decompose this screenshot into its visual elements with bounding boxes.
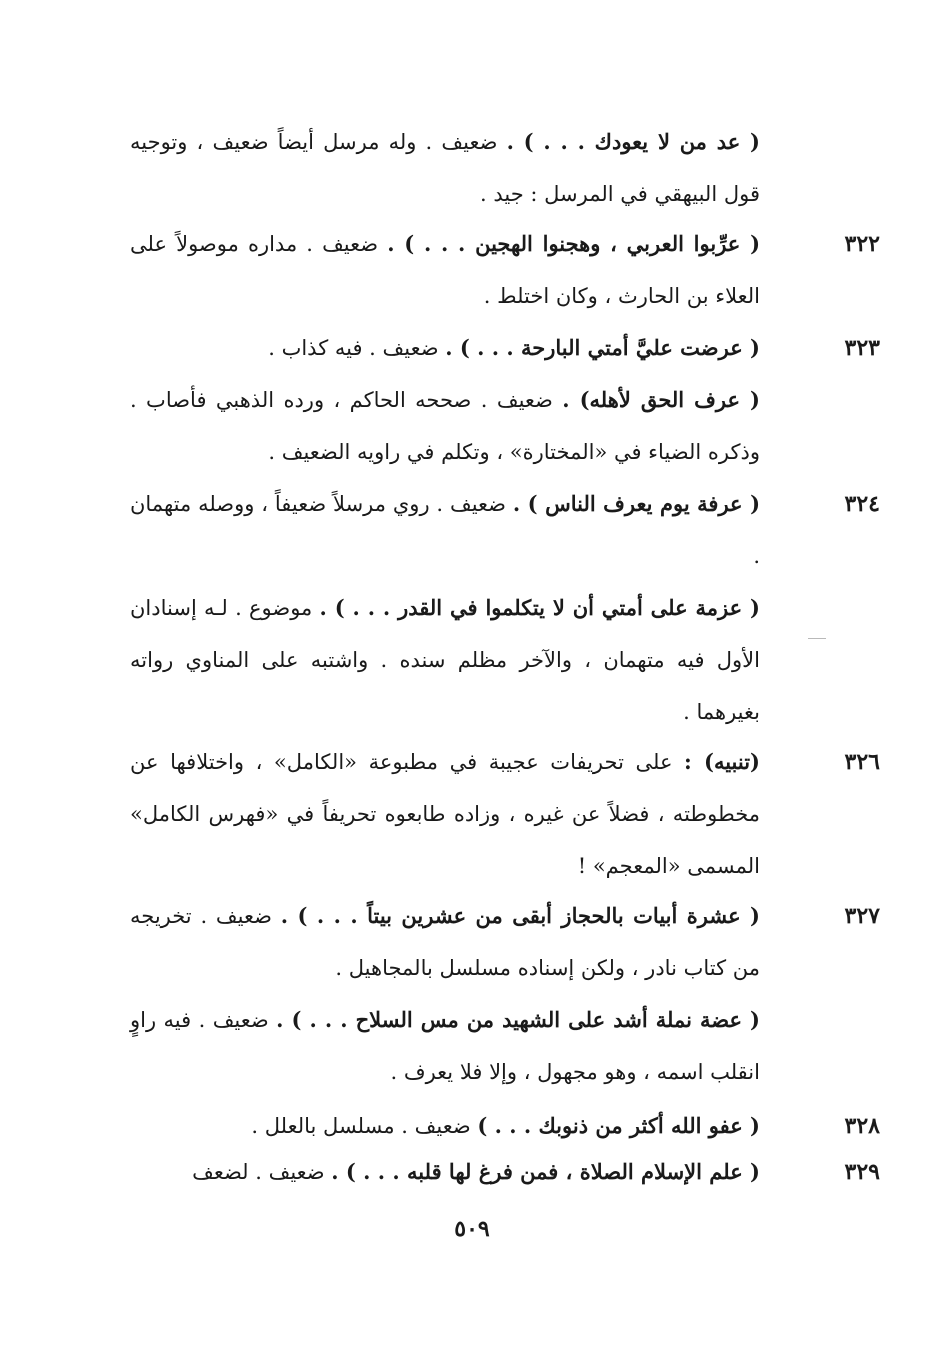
hadith-quote: ( عفو الله أكثر من ذنوبك . . . )	[477, 1113, 760, 1138]
entry-number: ٣٢٧	[844, 903, 880, 929]
hadith-entry	[130, 1146, 760, 1198]
hadith-quote: ( عشرة أبيات بالحجاز أبقى من عشرين بيتاً . . . ) .	[280, 903, 760, 928]
hadith-grading: ضعيف . مسلسل بالعلل .	[251, 1114, 478, 1138]
hadith-entry	[130, 736, 760, 892]
hadith-quote: ( عرفة يوم يعرف الناس ) .	[512, 491, 761, 516]
hadith-entry	[130, 374, 760, 478]
hadith-quote: ( عد من لا يعودك . . . ) .	[506, 129, 760, 154]
hadith-quote: ( عضة نملة أشد على الشهيد من مس السلاح . . . ) .	[276, 1007, 760, 1032]
hadith-grading: ضعيف . فيه راوٍ انقلب اسمه ، وهو مجهول ، وإلا فلا يعرف .	[130, 1008, 760, 1084]
hadith-grading: ضعيف . وله مرسل أيضاً ضعيف ، وتوجيه قول البيهقي في المرسل : جيد .	[130, 130, 760, 206]
hadith-quote: ( عرضت عليَّ أمتي البارحة . . . ) .	[445, 335, 760, 360]
hadith-entry	[130, 322, 760, 374]
hadith-grading: ضعيف . فيه كذاب .	[268, 336, 446, 360]
entry-number: ٣٢٣	[844, 335, 880, 361]
entry-number: ٣٢٤	[844, 491, 880, 517]
entry-number: ٣٢٩	[844, 1159, 880, 1185]
hadith-entry	[130, 994, 760, 1098]
hadith-grading: موضوع . لـه إسنادان الأول فيه متهمان ، والآخر مظلم سنده . واشتبه على المناوي رواته بغيرهما .	[130, 596, 760, 724]
hadith-entry	[130, 890, 760, 994]
page-number: ٥٠٩	[454, 1216, 490, 1242]
hadith-grading: ضعيف . صححه الحاكم ، ورده الذهبي فأصاب . وذكره الضياء في «المختارة» ، وتكلم في راويه الضعيف .	[130, 388, 760, 464]
entry-number: ٣٢٨	[844, 1113, 880, 1139]
hadith-entry	[130, 116, 760, 220]
note-text: على تحريفات عجيبة في مطبوعة «الكامل» ، واختلافها عن مخطوطته ، فضلاً عن غيره ، وزاده طابعوه تحريفاً في «فهرس الكامل» المسمى «المعجم» !	[130, 750, 760, 878]
hadith-grading: ضعيف . مداره موصولاً على العلاء بن الحارث ، وكان اختلط .	[130, 232, 760, 308]
hadith-quote: ( عرِّبوا العربي ، وهجنوا الهجين . . . ) .	[387, 231, 760, 256]
hadith-entry	[130, 478, 760, 582]
hadith-grading: ضعيف . لضعف	[192, 1160, 332, 1184]
hadith-entry	[130, 582, 760, 738]
hadith-quote: ( عزمة على أمتي أن لا يتكلموا في القدر . . . ) .	[319, 595, 760, 620]
hadith-quote: ( علم الإسلام الصلاة ، فمن فرغ لها قلبه . . . ) .	[331, 1159, 760, 1184]
hadith-entry	[130, 1100, 760, 1152]
entry-number: ٣٢٦	[844, 749, 880, 775]
hadith-entry	[130, 218, 760, 322]
hadith-grading: ضعيف . تخريجه من كتاب نادر ، ولكن إسناده مسلسل بالمجاهيل .	[130, 904, 760, 980]
note-heading: (تنبيه) :	[684, 749, 760, 774]
hadith-grading: ضعيف . روي مرسلاً ضعيفاً ، ووصله متهمان .	[130, 492, 760, 568]
entry-number: ٣٢٢	[844, 231, 880, 257]
hadith-quote: ( عرف الحق لأهله) .	[562, 387, 760, 412]
margin-mark	[808, 638, 826, 639]
